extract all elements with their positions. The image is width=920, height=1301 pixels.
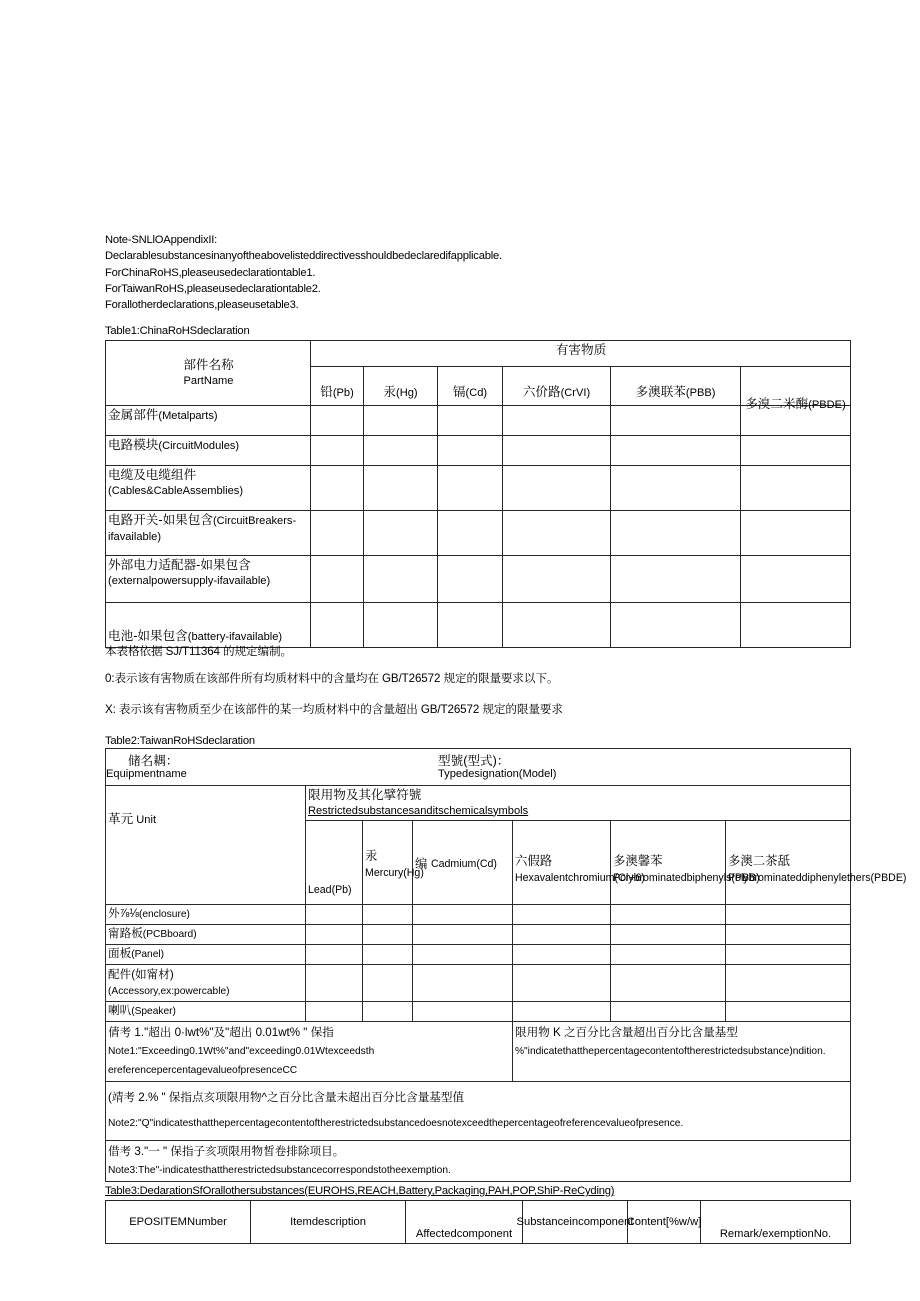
table2-row-2-cd <box>413 945 513 965</box>
table2-row-2-pbde <box>726 945 851 965</box>
table2-restricted-en: Restrictedsubstancesanditschemicalsymbols <box>308 804 529 817</box>
table2-row-4-cd <box>413 1002 513 1022</box>
note-line-1: Declarablesubstancesinanyoftheabovelisteddirectivesshouldbedeclaredifapplicable. <box>105 250 502 263</box>
table1-row-1-hg <box>364 436 438 466</box>
table2-equipment-row <box>106 749 851 786</box>
table-row <box>106 406 851 436</box>
table2-row-1-pb <box>306 925 363 945</box>
table3-col-substance-in-component <box>516 1201 634 1244</box>
table2-note2-cn: (靖考 2.% " 保指点亥项限用物^之百分比含量未超出百分比含量基型值 <box>108 1091 465 1104</box>
table3-col-substance-in-component-label: Substanceincomponent <box>516 1216 634 1228</box>
china-rohs-table <box>105 340 851 648</box>
table1-partname-header <box>106 341 311 406</box>
table1-row-2-label <box>106 466 311 511</box>
table2-row-1-pbde <box>726 925 851 945</box>
table2-row-1-pbb <box>611 925 726 945</box>
note-line-0: Note-SNLlOAppendixII: <box>105 234 218 246</box>
table2-note3-en: Note3:The"-indicatesthattherestrictedsubstancecorrespondstotheexemption. <box>108 1165 451 1176</box>
table2-note1-left-en2: ereferencepercentagevalueofpresenceCC <box>108 1065 298 1076</box>
table2-col-pbde-en: Polybrominateddiphenylethers(PBDE) <box>728 872 907 884</box>
table1-row-1-cd <box>438 436 503 466</box>
table2-equipment-header <box>106 749 851 786</box>
table1-row-4-pbde <box>741 556 851 603</box>
table1-row-3-en: (CircuitBreakers- <box>212 515 297 527</box>
table1-row-2-hg <box>364 466 438 511</box>
table2-col-pb-en: Lead(Pb) <box>308 884 352 896</box>
table1-row-2-pb <box>311 466 364 511</box>
table3-col-epo-item-number <box>106 1201 251 1244</box>
table1-row-0-pbb <box>611 406 741 436</box>
table2-note1-right <box>513 1022 851 1082</box>
table2-row-3-cd <box>413 965 513 1002</box>
table2-col-hg-en: Mercury(Hg) <box>365 867 424 879</box>
table3-col-affected-component-label: Affectedcomponent <box>415 1228 513 1240</box>
table1-row-4-label <box>106 556 311 603</box>
table2-equipment-name-cn: 储名耦： <box>128 754 179 768</box>
table1-row-1-crvi <box>503 436 611 466</box>
table1-col-cd-cn: 镉 <box>452 384 466 399</box>
table3-col-item-description <box>251 1201 406 1244</box>
table1-row-5-cn: 电池-如果包含 <box>108 628 188 643</box>
table2-row-4-hg <box>363 1002 413 1022</box>
table1-row-5-hg <box>364 603 438 648</box>
table1-col-hg-cn: 汞 <box>383 384 396 399</box>
taiwan-rohs-table <box>105 748 907 1182</box>
table1-col-crvi <box>503 367 611 406</box>
table2-row-0-crvi <box>513 905 611 925</box>
table2-row-4-cn: 喇叭 <box>108 1004 132 1017</box>
table-row <box>106 925 851 945</box>
table1-col-pbb-cn: 多澳联苯 <box>635 384 686 399</box>
table1-header-row-1 <box>106 341 851 367</box>
table2-row-3-pbde <box>726 965 851 1002</box>
table2-col-crvi-cn: 六假路 <box>515 854 553 868</box>
table2-row-0-pbb <box>611 905 726 925</box>
table1-row-3-pbde <box>741 511 851 556</box>
table1-row-0-pbde <box>741 406 851 436</box>
table2-note3-cn: 借考 3."一 " 保指子亥项限用物皙卷排除项目。 <box>108 1145 345 1158</box>
table2-row-4-pb <box>306 1002 363 1022</box>
table-row <box>106 945 851 965</box>
other-substances-table <box>105 1200 851 1244</box>
table2-row-3-pb <box>306 965 363 1002</box>
table1-row-3-crvi <box>503 511 611 556</box>
table1-row-4-cn: 外部电力适配器-如果包含 <box>108 558 251 572</box>
table1-col-crvi-cn: 六价路 <box>522 384 561 399</box>
table3-col-epo-item-number-label: EPOSITEMNumber <box>129 1216 227 1228</box>
table2-note1-right-cn: 限用物 K 之百分比含量超出百分比含量基型 <box>515 1026 738 1039</box>
table3-caption: Table3:DedarationSfOrallothersubstances(EUROHS,REACH,Battery,Packaging,PAH,POP,ShiP-ReCyding) <box>105 1185 615 1197</box>
table1-row-3-en2: ifavailable) <box>108 530 162 543</box>
table1-row-1-pbb <box>611 436 741 466</box>
table-row <box>106 511 851 556</box>
table1-row-1-en: (CircuitModules) <box>158 440 240 452</box>
table1-row-0-label <box>106 406 311 436</box>
table2-note3 <box>106 1141 851 1182</box>
table3-header-row <box>106 1201 851 1244</box>
table3-col-remark-label: Remark/exemptionNo. <box>719 1228 832 1240</box>
table1-footnote-0: 本表格依据 SJ/T11364 的规定编制。 <box>105 645 292 658</box>
table2-caption: Table2:TaiwanRoHSdeclaration <box>105 735 255 747</box>
table3-col-remark <box>701 1201 851 1244</box>
table1-col-pbde-cn: 多溴二米酶 <box>745 396 809 411</box>
table2-row-4-crvi <box>513 1002 611 1022</box>
table1-col-cd <box>438 367 503 406</box>
table1-row-2-pbb <box>611 466 741 511</box>
appendix-note-block <box>105 232 845 313</box>
table-row <box>106 556 851 603</box>
table2-col-pbde-cn: 多澳二茶舐 <box>728 854 790 868</box>
table2-row-4-label <box>106 1002 306 1022</box>
table1-row-5-label <box>106 603 311 648</box>
table1-hazard-group-label: 有害物质 <box>555 343 607 357</box>
table2-note2-en: Note2:"Q"indicatesthatthepercentagecontentoftherestrictedsubstancedoesnotexceedthepercentageofreferencevalueofpresence. <box>108 1118 684 1129</box>
table2-row-2-hg <box>363 945 413 965</box>
table1-row-1-pb <box>311 436 364 466</box>
table1-row-3-line1 <box>108 513 309 530</box>
table1-caption: Table1:ChinaRoHSdeclaration <box>105 325 250 337</box>
table3-col-content <box>628 1201 701 1244</box>
table2-row-0-hg <box>363 905 413 925</box>
table1-partname-en: PartName <box>183 374 234 387</box>
table2-row-3-pbb <box>611 965 726 1002</box>
table1-row-3-hg <box>364 511 438 556</box>
table2-row-3-crvi <box>513 965 611 1002</box>
table2-note2-row <box>106 1082 851 1141</box>
table1-footnote-1: 0:表示该有害物质在该部件所有均质材料中的含量均在 GB/T26572 规定的限量要求以下。 <box>105 672 559 685</box>
table-row <box>106 965 851 1002</box>
table2-col-hg <box>363 821 424 905</box>
table2-col-hg-cn: 汞 <box>365 849 378 863</box>
table1-col-pbde <box>741 367 851 411</box>
table-row <box>106 436 851 466</box>
table2-row-4-pbde <box>726 1002 851 1022</box>
table1-row-3-pbb <box>611 511 741 556</box>
table-row <box>106 905 851 925</box>
table1-row-4-crvi <box>503 556 611 603</box>
table1-row-0-crvi <box>503 406 611 436</box>
table1-footnote-2: X: 表示该有害物质至少在该部件的某一均质材料中的含量超出 GB/T26572 规定的限量要求 <box>105 703 563 716</box>
table3-col-content-label: Content[%w/w] <box>626 1216 702 1228</box>
table2-note1-row <box>106 1022 851 1082</box>
table1-row-4-en: (externalpowersupply-ifavailable) <box>108 574 271 587</box>
table2-row-2-pb <box>306 945 363 965</box>
table2-col-cd <box>413 821 513 905</box>
table1-row-5-cd <box>438 603 503 648</box>
table1-row-3-label <box>106 511 311 556</box>
table2-row-1-cn: 甯路板 <box>108 927 143 940</box>
table2-col-cd-cn: 编 <box>415 857 428 871</box>
table2-row-0-label <box>106 905 306 925</box>
table1-row-4-hg <box>364 556 438 603</box>
table2-restricted-cn: 限用物及其化擘符號 <box>308 788 422 802</box>
table1-partname-cn: 部件名称 <box>183 358 234 372</box>
table2-col-pbde <box>726 821 907 905</box>
table2-row-0-cd <box>413 905 513 925</box>
table2-note1-right-en: %"indicatethatthepercentagecontentoftherestrictedsubstance)ndition. <box>515 1046 826 1057</box>
table1-row-3-cd <box>438 511 503 556</box>
table2-col-pbb-cn: 多澳馨苯 <box>613 854 663 868</box>
table2-row-0-en: (enclosure) <box>138 909 190 920</box>
table1-col-cd-en: (Cd) <box>465 386 488 399</box>
table1-row-5-pbb <box>611 603 741 648</box>
table2-col-crvi-en: Hexavalentchromium(Cr+6) <box>515 872 645 884</box>
table2-row-3-hg <box>363 965 413 1002</box>
table1-row-5-pbde <box>741 603 851 648</box>
note-line-3: ForTaiwanRoHS,pleaseusedeclarationtable2. <box>105 282 321 295</box>
table-row <box>106 1002 851 1022</box>
table2-unit-header <box>106 786 306 905</box>
table1-col-hg <box>364 367 438 406</box>
table1-col-pbde-en: (PBDE) <box>808 398 846 411</box>
table1-col-pb-cn: 铅 <box>320 384 333 399</box>
table2-restricted-row <box>106 786 851 821</box>
table1-col-pbb <box>611 367 741 406</box>
table1-row-2-cn: 电缆及电缆组件 <box>108 468 197 482</box>
note-line-4: Forallotherdeclarations,pleaseusetable3. <box>105 299 299 312</box>
table1-col-hg-en: (Hg) <box>396 386 418 399</box>
table2-row-0-cn: 外⅞⅛ <box>108 907 139 920</box>
table-row <box>106 466 851 511</box>
note-line-2: ForChinaRoHS,pleaseusedeclarationtable1. <box>105 266 316 279</box>
table1-row-2-cd <box>438 466 503 511</box>
table1-row-5-en: (battery-ifavailable) <box>187 630 283 643</box>
table2-row-2-en: (Panel) <box>131 949 165 960</box>
table1-col-crvi-en: (CrVI) <box>560 386 591 399</box>
table1-row-0-cd <box>438 406 503 436</box>
table2-row-4-pbb <box>611 1002 726 1022</box>
table1-row-0-pb <box>311 406 364 436</box>
table2-note1-left-en1: Note1:"Exceeding0.1Wt%"and"exceeding0.01Wtexceedsth <box>108 1046 375 1057</box>
table2-row-3-en: (Accessory,ex:powercable) <box>108 986 230 997</box>
table2-col-pb <box>306 821 363 905</box>
table1-row-2-en: (Cables&CableAssemblies) <box>108 484 244 497</box>
table1-row-1-cn: 电路模块 <box>108 438 159 452</box>
table2-note1-left <box>106 1022 513 1082</box>
table1-row-5-pb <box>311 603 364 648</box>
table2-row-1-label <box>106 925 306 945</box>
table1-hazard-group-header <box>311 341 851 367</box>
table2-row-4-en: (Speaker) <box>131 1006 176 1017</box>
table1-col-pb-en: (Pb) <box>332 386 354 399</box>
table2-note1-left-cn: 倩考 1."超出 0·lwt%"及"超出 0.01wt% " 保指 <box>108 1026 334 1039</box>
table1-row-2-crvi <box>503 466 611 511</box>
table1-row-0-hg <box>364 406 438 436</box>
table-row <box>106 603 851 648</box>
table2-col-cd-en: Cadmium(Cd) <box>431 858 497 870</box>
table2-type-designation-cn: 型號(型式)： <box>438 754 510 768</box>
table2-unit-cn: 革元 <box>108 812 134 826</box>
table3-col-item-description-label: Itemdescription <box>290 1216 366 1228</box>
table3-col-affected-component <box>406 1201 523 1244</box>
table1-row-1-label <box>106 436 311 466</box>
table2-restricted-header <box>306 786 851 821</box>
table2-note2 <box>106 1082 851 1141</box>
table1-row-0-cn: 金属部件 <box>108 408 159 422</box>
table1-row-2-pbde <box>741 466 851 511</box>
table2-row-2-cn: 面板 <box>108 947 132 960</box>
table2-row-3-cn: 配件(如甯材) <box>108 968 174 981</box>
table1-row-0-en: (Metalparts) <box>158 410 218 422</box>
table2-note3-row <box>106 1141 851 1182</box>
table2-col-pbb-en: Polybrominatedbiphenyls(PBB) <box>613 872 760 884</box>
table1-row-3-pb <box>311 511 364 556</box>
table2-row-3-label <box>106 965 306 1002</box>
table2-row-1-cd <box>413 925 513 945</box>
table2-row-1-crvi <box>513 925 611 945</box>
table1-row-5-crvi <box>503 603 611 648</box>
table1-row-4-cd <box>438 556 503 603</box>
table2-type-designation-en: Typedesignation(Model) <box>438 768 557 780</box>
table1-row-4-pb <box>311 556 364 603</box>
table2-row-1-hg <box>363 925 413 945</box>
table1-col-pbb-en: (PBB) <box>685 386 716 399</box>
table2-equipment-name-en: Equipmentname <box>106 768 187 780</box>
table1-row-4-pbb <box>611 556 741 603</box>
table2-row-0-pb <box>306 905 363 925</box>
table1-col-pb <box>311 367 364 406</box>
table2-row-2-pbb <box>611 945 726 965</box>
table1-row-3-cn: 电路开关-如果包含 <box>108 513 213 527</box>
table1-row-1-pbde <box>741 436 851 466</box>
table2-row-2-label <box>106 945 306 965</box>
table2-unit-en: Unit <box>136 814 157 826</box>
table2-row-1-en: (PCBboard) <box>142 929 197 940</box>
table2-row-0-pbde <box>726 905 851 925</box>
table2-row-2-crvi <box>513 945 611 965</box>
